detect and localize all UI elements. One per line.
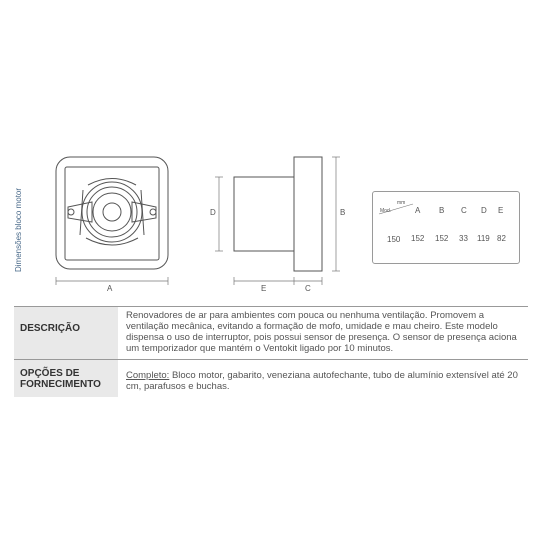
col-header-a: A	[415, 206, 421, 215]
value-e: 82	[497, 234, 506, 243]
value-d: 119	[477, 234, 490, 243]
value-b: 152	[435, 234, 449, 243]
col-header-e: E	[498, 206, 504, 215]
spec-table	[14, 306, 528, 397]
fan-hub	[103, 203, 121, 221]
description-label: DESCRIÇÃO	[14, 307, 118, 360]
front-view-outer-frame	[56, 157, 168, 269]
fan-grill-ring-inner	[93, 193, 131, 231]
unit-label: mm	[397, 200, 406, 206]
options-row	[14, 360, 528, 398]
fan-grill-outer	[82, 182, 142, 242]
options-text: Bloco motor, gabarito, veneziana autofechante, tubo de alumínio extensível até 20 cm, parafusos e buchas.	[126, 370, 518, 392]
description-text: Renovadores de ar para ambientes com pouca ou nenhuma ventilação. Promovem a ventilação mecânica, evitando a formação de mofo, umidade e mau cheiro. Este modelo dispensa o uso de interruptor, pois possui sensor de presença. O sensor de presença aciona um temporizador que mantém o Ventokit ligado por 10 minutos.	[118, 307, 528, 360]
dim-label-d: D	[210, 208, 216, 217]
fan-grill-ring	[87, 187, 137, 237]
options-prefix: Completo:	[126, 370, 170, 381]
front-view-inner-frame	[65, 167, 159, 260]
value-c: 33	[459, 234, 468, 243]
options-cell	[118, 360, 528, 398]
col-header-b: B	[439, 206, 445, 215]
side-view-body	[234, 177, 294, 251]
col-header-d: D	[481, 206, 487, 215]
options-label: OPÇÕES DE FORNECIMENTO	[14, 360, 118, 398]
value-a: 152	[411, 234, 425, 243]
dim-label-c: C	[305, 284, 311, 293]
dim-label-e: E	[261, 284, 267, 293]
col-header-c: C	[461, 206, 467, 215]
dim-label-a: A	[107, 284, 113, 293]
motor-block-dimensions-label: Dimensões bloco motor	[14, 187, 23, 272]
model-value: 150	[387, 235, 401, 244]
model-header: Mod.	[380, 208, 392, 214]
description-row	[14, 307, 528, 360]
side-view-faceplate	[294, 157, 322, 271]
dimension-table	[372, 191, 520, 264]
dim-label-b: B	[340, 208, 346, 217]
